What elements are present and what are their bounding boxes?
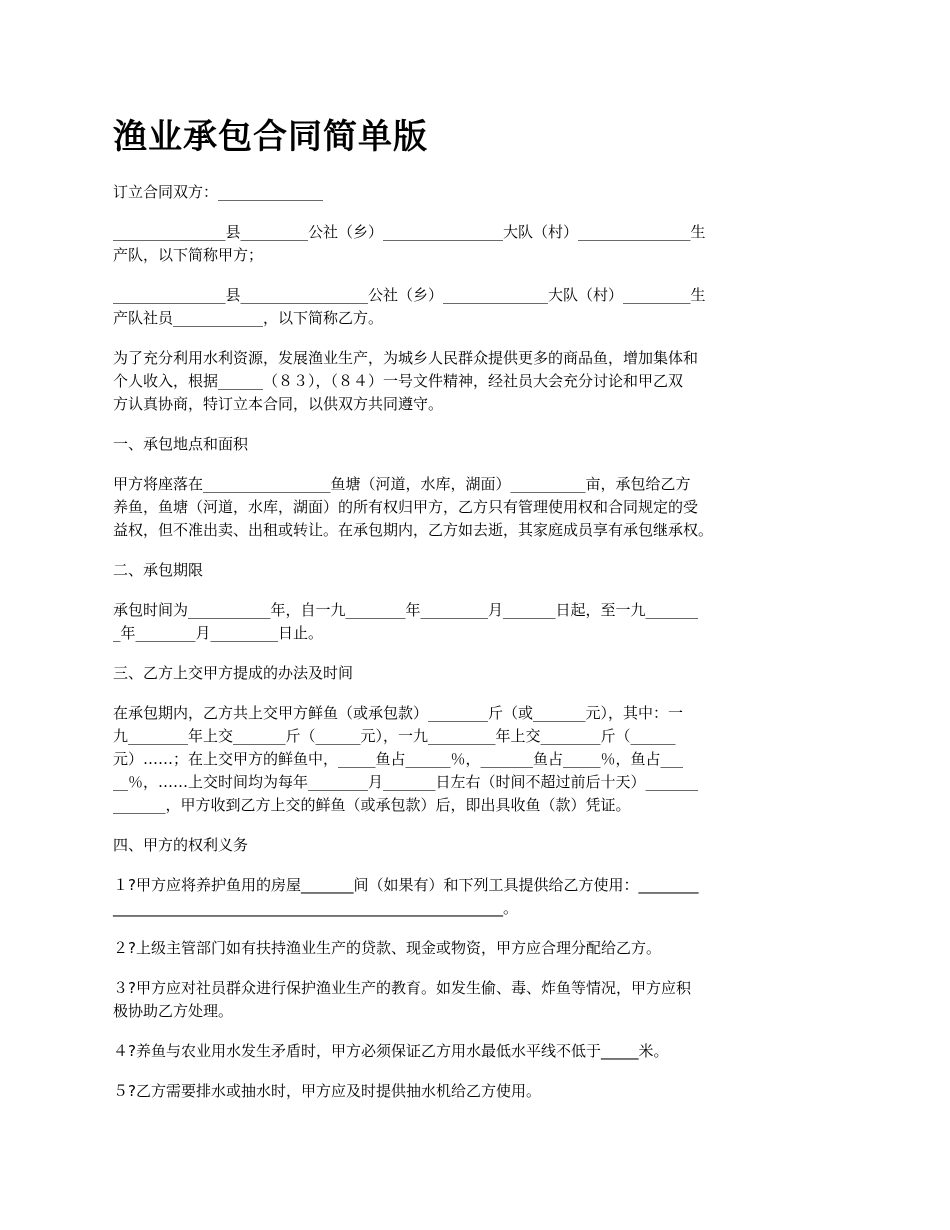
clause-item: １?甲方应将养护鱼用的房屋_______间（如果有）和下列工具提供给乙方使用：________ ____________________________________________________。 xyxy=(113,876,699,917)
payment-paragraph: 在承包期内，乙方共上交甲方鲜鱼（或承包款）________斤（或_______元），其中：一 九________年上交_______斤（______元），一九_________年上交________斤（______ 元）……；在上交甲方的鲜鱼中，_____鱼占______％，_______鱼占_____％，鱼占___ __％，……上交时间均为每年________月_______日左右（时间不超过前后十天）_______ _______，甲方收到乙方上交的鲜鱼（或承包款）后，即出具收鱼（款）凭证。 xyxy=(113,704,699,814)
clause-item: ３?甲方应对社员群众进行保护渔业生产的教育。如发生偷、毒、炸鱼等情况，甲方应积 极协助乙方处理。 xyxy=(113,979,691,1020)
clause-item: ４?养鱼与农业用水发生矛盾时，甲方必须保证乙方用水最低水平线不低于_____米。 xyxy=(113,1042,669,1060)
party-b-paragraph: _______________县_________________公社（乡）______________大队（村）_________生 产队社员____________，以下简称乙方。 xyxy=(113,286,706,327)
term-paragraph: 承包时间为___________年，自一九________年_________月_______日起，至一九_______ _年________月_________日止。 xyxy=(113,601,699,642)
section-heading-term: 二、承包期限 xyxy=(113,561,204,579)
preamble-paragraph: 为了充分利用水利资源，发展渔业生产，为城乡人民群众提供更多的商品鱼，增加集体和 个人收入，根据______（８３），（８４）一号文件精神，经社员大会充分讨论和甲乙双 方认真协商，特订立本合同，以供双方共同遵守。 xyxy=(113,349,699,413)
section-heading-party-a-rights: 四、甲方的权利义务 xyxy=(113,836,249,854)
location-paragraph: 甲方将座落在_________________鱼塘（河道，水库，湖面）__________亩，承包给乙方 养鱼，鱼塘（河道，水库，湖面）的所有权归甲方，乙方只有管理使用权和合同规定的受 益权，但不准出卖、出租或转让。在承包期内，乙方如去逝，其家庭成员享有承包继承权。 xyxy=(113,475,714,539)
party-a-paragraph: _______________县_________公社（乡）________________大队（村）_______________生 产队，以下简称甲方； xyxy=(113,223,706,264)
clause-item: ５?乙方需要排水或抽水时，甲方应及时提供抽水机给乙方使用。 xyxy=(113,1082,541,1100)
document-page xyxy=(113,112,853,1120)
section-heading-location: 一、承包地点和面积 xyxy=(113,435,249,453)
clause-item: ２?上级主管部门如有扶持渔业生产的贷款、现金或物资，甲方应合理分配给乙方。 xyxy=(113,939,661,957)
contract-parties-line: 订立合同双方：______________ xyxy=(113,183,324,201)
document-title: 渔业承包合同简单版 xyxy=(113,117,428,157)
section-heading-payment: 三、乙方上交甲方提成的办法及时间 xyxy=(113,664,354,682)
